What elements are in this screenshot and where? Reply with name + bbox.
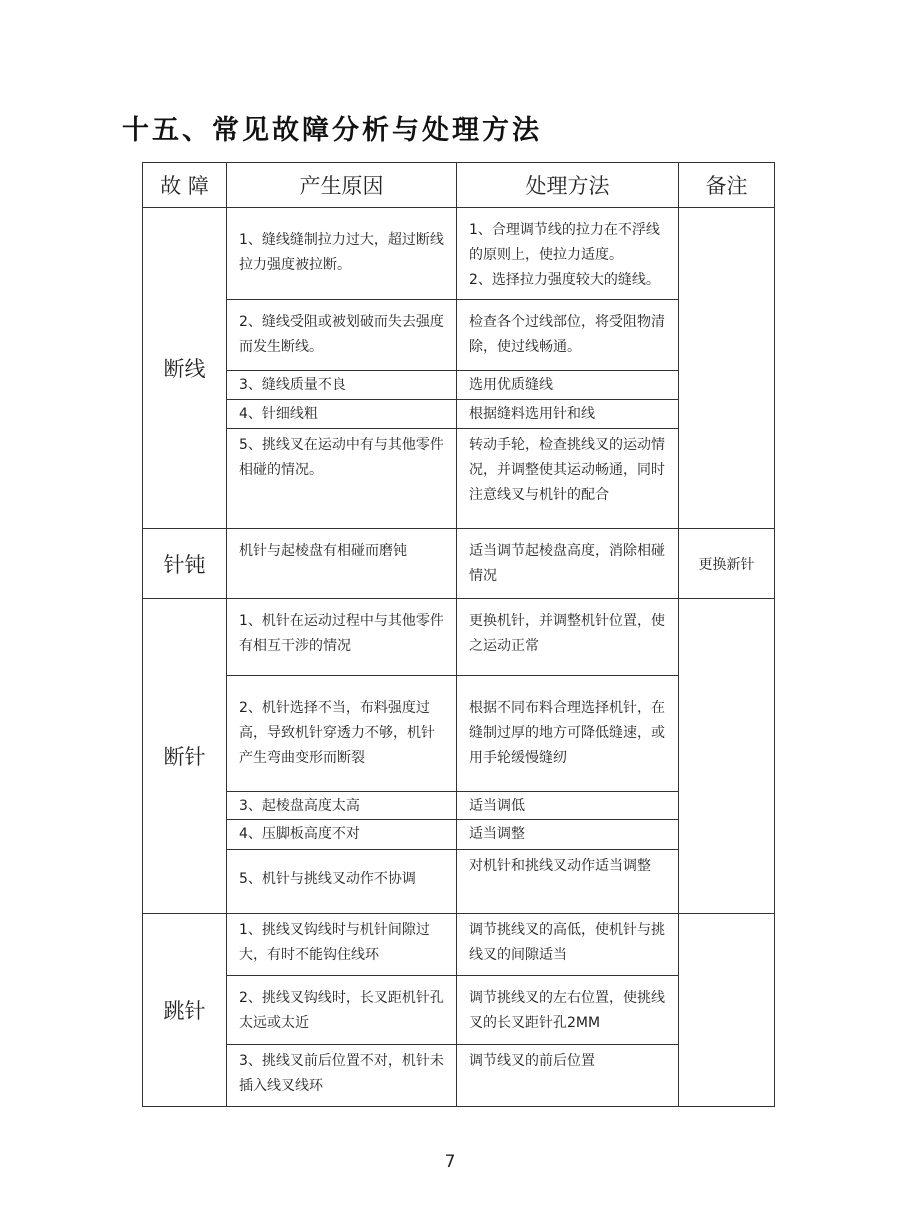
table-row xyxy=(143,599,775,676)
cause-cell: 1、挑线叉钩线时与机针间隙过大，有时不能钩住线环 xyxy=(227,914,457,976)
method-cell: 转动手轮，检查挑线叉的运动情况，并调整使其运动畅通，同时注意线叉与机针的配合 xyxy=(457,429,679,529)
fault-cell: 断线 xyxy=(143,208,227,529)
cause-cell: 3、缝线质量不良 xyxy=(227,371,457,400)
note-cell xyxy=(679,599,775,914)
cause-cell: 2、机针选择不当，布料强度过高，导致机针穿透力不够，机针产生弯曲变形而断裂 xyxy=(227,676,457,792)
method-cell: 对机针和挑线叉动作适当调整 xyxy=(457,850,679,914)
method-cell: 调节线叉的前后位置 xyxy=(457,1045,679,1107)
fault-cell: 断针 xyxy=(143,599,227,914)
cause-cell: 4、针细线粗 xyxy=(227,400,457,429)
page-title: 十五、常见故障分析与处理方法 xyxy=(122,115,542,146)
cause-cell: 5、机针与挑线叉动作不协调 xyxy=(227,850,457,914)
cause-cell: 2、挑线叉钩线时，长叉距机针孔太远或太近 xyxy=(227,976,457,1045)
page-number: 7 xyxy=(444,1152,456,1172)
method-cell: 适当调低 xyxy=(457,792,679,820)
cause-cell: 3、起棱盘高度太高 xyxy=(227,792,457,820)
table-row xyxy=(143,208,775,300)
cause-cell: 1、机针在运动过程中与其他零件有相互干涉的情况 xyxy=(227,599,457,676)
method-cell: 根据不同布料合理选择机针，在缝制过厚的地方可降低缝速，或用手轮缓慢缝纫 xyxy=(457,676,679,792)
cause-cell: 1、缝线缝制拉力过大，超过断线拉力强度被拉断。 xyxy=(227,208,457,300)
header-note: 备注 xyxy=(679,163,775,208)
cause-cell: 4、压脚板高度不对 xyxy=(227,820,457,850)
method-cell: 调节挑线叉的高低，使机针与挑线叉的间隙适当 xyxy=(457,914,679,976)
method-cell: 1、合理调节线的拉力在不浮线的原则上，使拉力适度。 2、选择拉力强度较大的缝线。 xyxy=(457,208,679,300)
method-cell: 根据缝料选用针和线 xyxy=(457,400,679,429)
method-cell: 适当调整 xyxy=(457,820,679,850)
method-cell: 更换机针，并调整机针位置，使之运动正常 xyxy=(457,599,679,676)
method-cell: 调节挑线叉的左右位置，使挑线叉的长叉距针孔2MM xyxy=(457,976,679,1045)
header-method: 处理方法 xyxy=(457,163,679,208)
table-row xyxy=(143,529,775,599)
method-cell: 适当调节起棱盘高度，消除相碰情况 xyxy=(457,529,679,599)
method-cell: 选用优质缝线 xyxy=(457,371,679,400)
table-header-row xyxy=(143,163,775,208)
header-cause: 产生原因 xyxy=(227,163,457,208)
note-cell xyxy=(679,208,775,529)
fault-analysis-table xyxy=(142,162,775,1107)
table-row xyxy=(143,914,775,976)
fault-cell: 跳针 xyxy=(143,914,227,1107)
method-cell: 检查各个过线部位，将受阻物清除，使过线畅通。 xyxy=(457,300,679,371)
note-cell: 更换新针 xyxy=(679,529,775,599)
cause-cell: 机针与起棱盘有相碰而磨钝 xyxy=(227,529,457,599)
cause-cell: 5、挑线叉在运动中有与其他零件相碰的情况。 xyxy=(227,429,457,529)
fault-cell: 针钝 xyxy=(143,529,227,599)
cause-cell: 3、挑线叉前后位置不对，机针未插入线叉线环 xyxy=(227,1045,457,1107)
note-cell xyxy=(679,914,775,1107)
cause-cell: 2、缝线受阻或被划破而失去强度而发生断线。 xyxy=(227,300,457,371)
header-fault: 故 障 xyxy=(143,163,227,208)
